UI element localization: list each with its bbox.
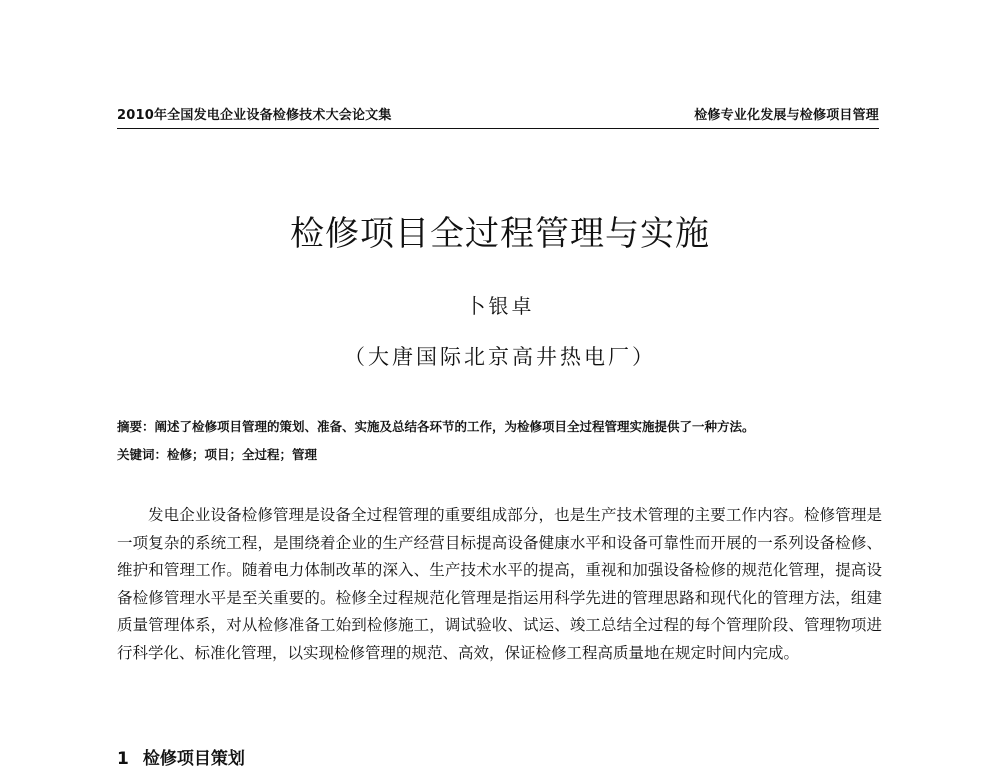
running-header-left: 2010年全国发电企业设备检修技术大会论文集 [117, 108, 392, 123]
running-header-right: 检修专业化发展与检修项目管理 [694, 108, 879, 123]
abstract-text: 阐述了检修项目管理的策划、准备、实施及总结各环节的工作，为检修项目全过程管理实施提供了一种方法。 [154, 419, 755, 434]
running-header [117, 104, 879, 123]
section-heading [117, 744, 245, 769]
abstract [117, 418, 887, 436]
body-paragraph: 发电企业设备检修管理是设备全过程管理的重要组成部分，也是生产技术管理的主要工作内容。检修管理是一项复杂的系统工程，是围绕着企业的生产经营目标提高设备健康水平和设备可靠性而开展的一系列设备检修、维护和管理工作。随着电力体制改革的深入、生产技术水平的提高，重视和加强设备检修的规范化管理，提高设备检修管理水平是至关重要的。检修全过程规范化管理是指运用科学先进的管理思路和现代化的管理方法，组建质量管理体系，对从检修准备工始到检修施工，调试验收、试运、竣工总结全过程的每个管理阶段、管理物项进行科学化、标准化管理，以实现检修管理的规范、高效，保证检修工程高质量地在规定时间内完成。 [117, 506, 882, 662]
header-rule [117, 128, 879, 129]
keywords-text: 检修；项目；全过程；管理 [167, 447, 318, 462]
paper-affiliation: （大唐国际北京高井热电厂） [344, 345, 656, 369]
keywords [117, 446, 887, 464]
keywords-label: 关键词： [117, 447, 168, 462]
abstract-label: 摘要： [117, 419, 155, 434]
section-title: 检修项目策划 [142, 749, 245, 769]
paper-title: 检修项目全过程管理与实施 [290, 214, 710, 254]
paper-author: 卜银卓 [465, 294, 535, 318]
section-number: 1 [117, 749, 129, 769]
